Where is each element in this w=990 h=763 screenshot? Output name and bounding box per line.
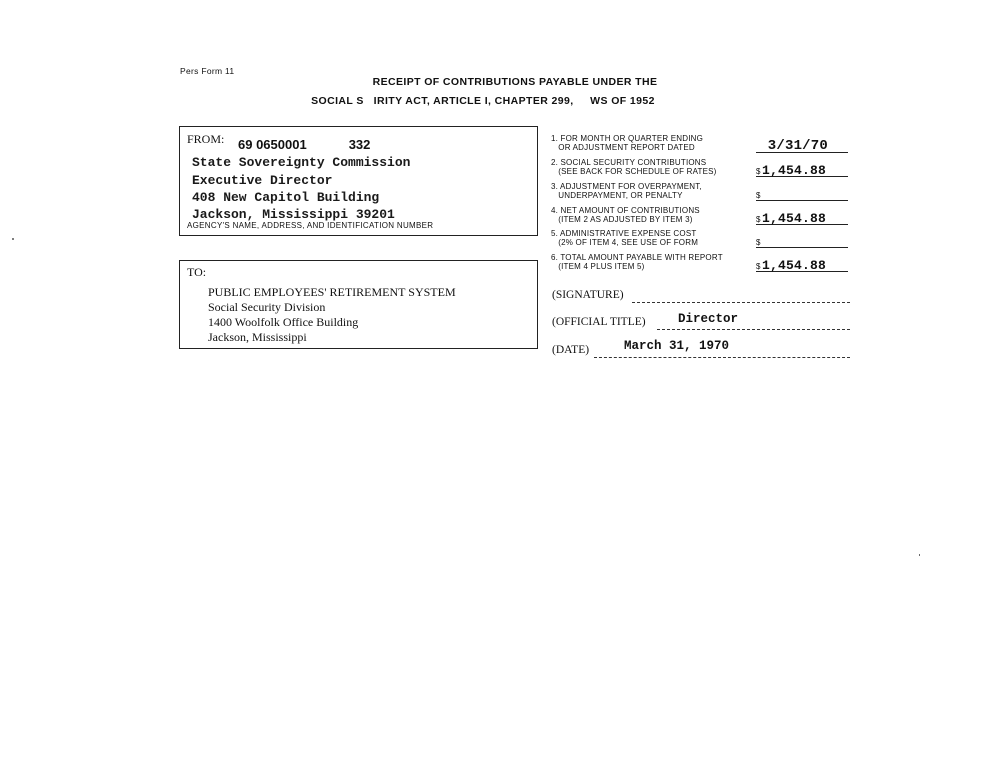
date-field[interactable]: [594, 357, 850, 358]
dollar-sign: $: [756, 238, 761, 247]
dollar-sign: $: [756, 167, 761, 176]
form-number: Pers Form 11: [180, 66, 235, 76]
item-label: 6. TOTAL AMOUNT PAYABLE WITH REPORT (ITEM 4 PLUS ITEM 5): [551, 253, 723, 271]
official-title-label: (OFFICIAL TITLE): [552, 316, 646, 328]
agency-address: 408 New Capitol Building: [192, 190, 380, 205]
to-label: TO:: [187, 265, 207, 279]
agency-city: Jackson, Mississippi 39201: [192, 207, 395, 222]
agency-identification-number: [238, 137, 370, 152]
item-field[interactable]: [756, 182, 848, 201]
item-label: 4. NET AMOUNT OF CONTRIBUTIONS (ITEM 2 AS ADJUSTED BY ITEM 3): [551, 206, 700, 224]
item-field[interactable]: [756, 253, 848, 272]
item-field[interactable]: [756, 158, 848, 177]
form-subtitle: SOCIAL S IRITY ACT, ARTICLE I, CHAPTER 299, WS OF 1952: [311, 95, 655, 107]
agency-name: State Sovereignty Commission: [192, 155, 411, 170]
form-title: RECEIPT OF CONTRIBUTIONS PAYABLE UNDER THE: [372, 76, 658, 88]
item-label: 2. SOCIAL SECURITY CONTRIBUTIONS (SEE BACK FOR SCHEDULE OF RATES): [551, 158, 717, 176]
item-field[interactable]: [756, 206, 848, 225]
date-value: March 31, 1970: [624, 339, 730, 353]
item-label: 5. ADMINISTRATIVE EXPENSE COST (2% OF ITEM 4, SEE USE OF FORM: [551, 229, 699, 247]
from-caption: AGENCY'S NAME, ADDRESS, AND IDENTIFICATION NUMBER: [187, 221, 434, 230]
recipient-division: Social Security Division: [208, 300, 326, 314]
signature-label: (SIGNATURE): [552, 289, 624, 301]
item-value: 3/31/70: [767, 138, 828, 154]
date-row: [552, 339, 850, 360]
item-label: 1. FOR MONTH OR QUARTER ENDING OR ADJUSTMENT REPORT DATED: [551, 134, 704, 152]
dollar-sign: $: [756, 215, 761, 224]
recipient-building: 1400 Woolfolk Office Building: [208, 315, 359, 329]
recipient-city: Jackson, Mississippi: [208, 330, 307, 344]
item-value: 1,454.88: [761, 258, 826, 273]
agency-id-suffix: 332: [348, 137, 371, 152]
official-title-value: Director: [678, 312, 739, 326]
official-title-row: [552, 312, 850, 332]
item-value: 1,454.88: [761, 163, 826, 178]
agency-title: Executive Director: [192, 173, 333, 188]
scan-speck: [12, 238, 14, 240]
official-title-field[interactable]: [657, 329, 850, 330]
date-label: (DATE): [552, 344, 590, 356]
agency-id: 69 0650001: [238, 137, 307, 152]
dollar-sign: $: [756, 191, 761, 200]
item-field[interactable]: [756, 134, 848, 153]
recipient-name: PUBLIC EMPLOYEES' RETIREMENT SYSTEM: [208, 285, 456, 299]
from-box: [179, 126, 538, 236]
signature-row: [552, 289, 850, 305]
item-field[interactable]: [756, 229, 848, 248]
dollar-sign: $: [756, 262, 761, 271]
item-value: 1,454.88: [761, 211, 826, 226]
signature-field[interactable]: [632, 302, 850, 303]
item-label: 3. ADJUSTMENT FOR OVERPAYMENT, UNDERPAYMENT, OR PENALTY: [551, 182, 702, 200]
to-box: [179, 260, 538, 349]
from-label: FROM:: [187, 132, 225, 146]
scan-speck: [919, 554, 920, 556]
